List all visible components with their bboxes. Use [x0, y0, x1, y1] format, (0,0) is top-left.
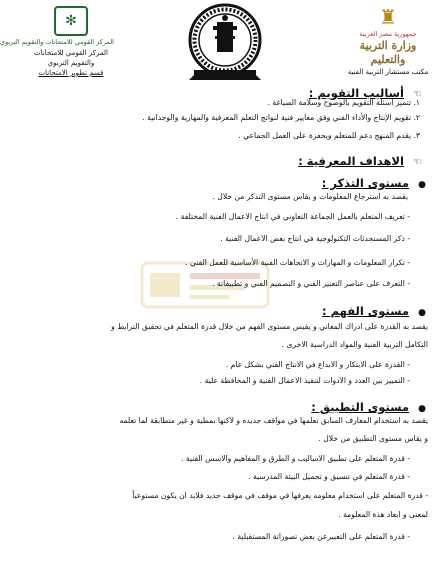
understand-intro-2: التكامل التربية الفنية والمواد الدراسية الاخرى . [281, 340, 428, 349]
apply-item-2-text: قدرة المتعلم في تنسيق و تجميل البيئة المدرسية . [248, 472, 405, 481]
apply-intro-2: و يقاس مستوى التطبيق من خلال . [318, 434, 428, 443]
apply-item-1 [181, 454, 410, 463]
bullet-icon: ● [418, 180, 426, 190]
dash-icon: - [404, 360, 410, 369]
understand-heading [322, 300, 426, 319]
remember-title: مستوى التذكر : [321, 176, 410, 190]
assessment-item-1: ١. تتميز اسئلة التقويم بالوضوح وسلامة الصياغة . [267, 98, 420, 107]
exams-center-logo [0, 6, 114, 78]
dash-icon: - [404, 376, 410, 385]
dash-icon: - [404, 234, 410, 243]
apply-item-2 [248, 472, 410, 481]
dash-icon: - [404, 279, 410, 288]
office-name: مكتب مستشار التربية الفنية [347, 68, 429, 76]
country-name: جمهورية مصر العربية [359, 30, 417, 38]
center-name-line-1: المركز القومي للامتحانات [34, 49, 108, 57]
dash-icon: - [404, 454, 410, 463]
assessment-item-2: ٢. تقويم الإنتاج والأداء الفني وفق معايير فنية لنواتج التعلم المعرفية والمهارية والوجدانية . [142, 113, 420, 122]
assessment-item-3: ٣. يقدم المنهج دعم للمتعلم ويحفزة على العمل الجماعي . [238, 131, 420, 140]
remember-heading [322, 172, 426, 191]
remember-item-4 [212, 279, 410, 288]
eagle-emblem-icon: ♜ [379, 5, 397, 29]
center-name-line-3: قسم تطوير الامتحانات [38, 69, 104, 77]
remember-item-3 [185, 258, 410, 267]
ministry-logo [342, 4, 434, 74]
understand-intro-1: يقصد به القدرة على ادراك المعاني و يقيس مستوى الفهم من خلال قدرة المتعلم في تحقيق الترابط و [111, 322, 428, 331]
understand-item-1-text: القدرة على الابتكار و الابداع في الانتاج الفني بشكل عام . [225, 360, 405, 369]
art-education-seal [186, 2, 264, 84]
remember-item-2 [220, 234, 410, 243]
cognitive-heading [298, 150, 422, 169]
dash-icon: - [422, 491, 428, 500]
page-header [0, 0, 440, 84]
ministry-name: وزارة التربية والتعليم [359, 39, 417, 66]
center-name-line-2: والتقويم التربوي [47, 59, 95, 67]
pointing-hand-icon: ☜ [413, 89, 422, 100]
bullet-icon: ● [418, 308, 426, 318]
apply-heading [311, 396, 426, 415]
remember-item-2-text: ذكر المستحدثات التكنولوجية في انتاج بعض الاعمال الفنية . [220, 234, 405, 243]
dash-icon: - [404, 532, 410, 541]
apply-item-4 [233, 532, 410, 541]
bullet-icon: ● [418, 404, 426, 414]
understand-item-2-text: التمييز بين العدد و الادوات لتنفيذ الاعمال الفنية و المحافظة علية . [199, 376, 405, 385]
apply-intro-1: يقصد به استخدام المعارف السابق تعلمها في مواقف جديده و لاكنها نمطية و غير متطابقة لما تعلمه [119, 416, 428, 425]
apply-item-3 [132, 491, 428, 500]
apply-item-3-continued: لمعنى و ابعاد هذة المعلومة . [338, 510, 428, 519]
apply-item-3-text: قدرة المتعلم على استخدام معلومه يعرفها في موقف في موقف جديد فلابد ان يكون مستوعباً [132, 491, 423, 500]
dash-icon: - [404, 212, 410, 221]
cognitive-title: الاهداف المعرفية : [298, 154, 404, 168]
understand-item-1 [226, 360, 410, 369]
understand-item-2 [200, 376, 410, 385]
emblem-caption: المركز القومي للامتحانات والتقويم التربوي [0, 38, 114, 46]
green-emblem-icon: ✻ [54, 6, 88, 36]
remember-item-1 [176, 212, 410, 221]
remember-item-3-text: تكرار المعلومات و المهارات و الاتجاهات الفنية الأساسية للعمل الفني . [185, 258, 405, 267]
remember-item-1-text: تعريف المتعلم بالعمل الجماعة التعاوني في انتاج الاعمال الفنية المختلفة . [175, 212, 405, 221]
dash-icon: - [404, 472, 410, 481]
seal-icon [186, 2, 264, 84]
dash-icon: - [404, 258, 410, 267]
remember-item-4-text: التعرف على عناصر التعبير الفني و التصميم الفني و تطبيقاتة . [212, 279, 405, 288]
remember-intro: يقصد به استرجاع المعلومات و يقاس مستوى التذكر من خلال . [212, 192, 408, 201]
understand-title: مستوى الفهم : [322, 304, 410, 318]
apply-item-4-text: قدرة المتعلم على التعبيرعن بعض تصوراتة المستقبلية . [232, 532, 405, 541]
apply-title: مستوى التطبيق : [311, 400, 410, 414]
apply-item-1-text: قدرة المتعلم على تطبيق الاساليب و الطرق و المفاهيم والاسس الفنية . [181, 454, 405, 463]
assessment-title: أساليب التقويم : [308, 86, 404, 100]
pointing-hand-icon: ☜ [413, 157, 422, 168]
